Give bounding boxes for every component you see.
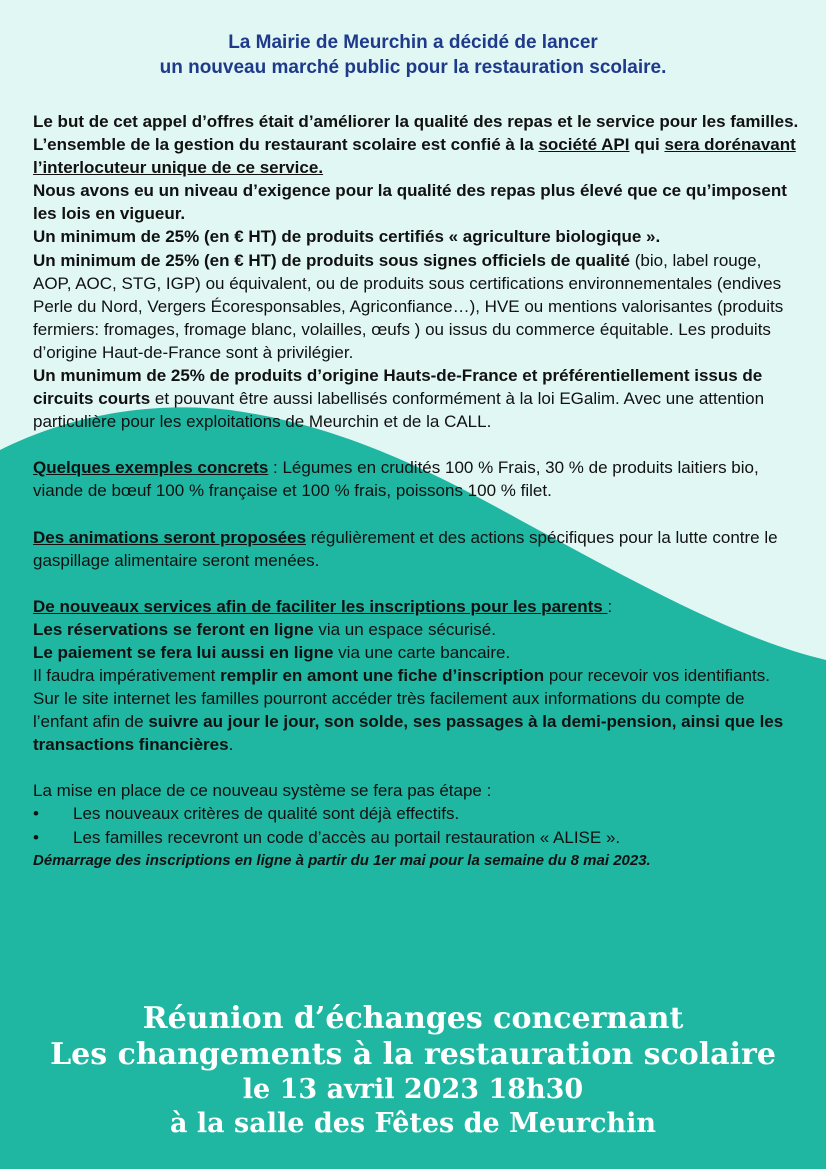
paragraph-local [33,364,803,433]
reservations-bold: Les réservations se feront en ligne [33,619,314,639]
form-text-2: pour recevoir vos identifiants. [544,665,770,685]
animations-text: régulièrement et des actions spécifiques pour la lutte contre le gaspillage alimentaire seront menées. [33,527,778,570]
bio-text: Un minimum de 25% (en € HT) de produits certifiés « agriculture biologique ». [33,227,661,247]
list-item [33,826,803,849]
payment-bold: Le paiement se fera lui aussi en ligne [33,642,334,662]
paragraph-animations [33,526,803,572]
form-text: Il faudra impérativement [33,665,221,685]
paragraph-examples [33,456,803,502]
meeting-line-1: Réunion d’échanges concernant [142,1001,684,1036]
paragraph-goal [33,110,803,133]
meeting-location: à la salle des Fêtes de Meurchin [170,1108,656,1139]
requirement-text: Nous avons eu un niveau d’exigence pour la qualité des repas plus élevé que ce qu’imposent les lois en vigueur. [33,181,787,224]
bullet-text: Les nouveaux critères de qualité sont déjà effectifs. [73,804,460,824]
management-text-2: qui [629,135,665,155]
payment-text: via une carte bancaire. [333,642,511,662]
website-text: Sur le site internet les familles pourront accéder très facilement aux informations du compte de l’enfant afin de [33,689,745,732]
bullet-icon: • [33,827,39,847]
paragraph-reservations [33,618,803,641]
bullet-text: Les familles recevront un code d’accès au portail restauration « ALISE ». [73,827,621,847]
paragraph-quality-signs [33,249,803,364]
paragraph-bio [33,225,803,248]
goal-text: Le but de cet appel d’offres était d’améliorer la qualité des repas et le service pour les familles. [33,112,799,131]
quality-signs-text: (bio, label rouge, AOP, AOC, STG, IGP) ou équivalent, ou de produits sous certifications environnementales (endives Perle du Nord, Vergers Écoresponsables, Agriconfiance…), HVE ou mentions valorisantes (produits fermiers: fromages, fromage blanc, volailles, œufs ) ou issus du commerce équitable. Les produits d’origine Haut-de-France sont à privilégier. [33,250,784,362]
paragraph-website [33,687,803,756]
animations-heading: Des animations seront proposées [33,527,307,547]
quality-signs-bold: Un minimum de 25% (en € HT) de produits sous signes officiels de qualité [33,250,630,270]
examples-text: : Légumes en crudités 100 % Frais, 30 % de produits laitiers bio, viande de bœuf 100 % française et 100 % frais, poissons 100 % filet. [33,458,759,501]
list-item [33,802,803,825]
paragraph-management [33,133,803,179]
meeting-line-2: Les changements à la restauration scolaire [50,1037,776,1072]
start-date-note: Démarrage des inscriptions en ligne à partir du 1er mai pour la semaine du 8 mai 2023. [33,851,651,869]
single-contact-text: sera dorénavant l’interlocuteur unique de ce service. [33,135,796,178]
management-text: L’ensemble de la gestion du restaurant scolaire est confié à la [33,135,539,155]
company-api-link: société API [538,135,630,155]
body-text [33,110,803,872]
website-text-2: . [228,735,234,755]
website-bold: suivre au jour le jour, son solde, ses passages à la demi-pension, ainsi que les transactions financières [33,712,784,755]
local-text: et pouvant être aussi labellisés conformément à la loi EGalim. Avec une attention particulière pour les exploitations de Meurchin et de la CALL. [33,389,765,432]
meeting-date: le 13 avril 2023 18h30 [242,1074,584,1105]
page-title [0,30,826,80]
paragraph-requirement [33,179,803,225]
paragraph-form [33,664,803,687]
title-line-2: un nouveau marché public pour la restauration scolaire. [159,57,667,78]
paragraph-payment [33,641,803,664]
reservations-text: via un espace sécurisé. [313,619,496,639]
title-line-1: La Mairie de Meurchin a décidé de lancer [228,32,598,53]
paragraph-steps: La mise en place de ce nouveau système se fera pas étape : [33,781,492,801]
bullet-icon: • [33,804,39,824]
paragraph-services [33,595,803,618]
local-bold: Un munimum de 25% de produits d’origine Hauts-de-France et préférentiellement issus de circuits courts [33,366,763,409]
meeting-announcement [0,1001,826,1141]
services-colon: : [607,596,613,616]
form-bold: remplir en amont une fiche d’inscription [220,665,545,685]
services-heading: De nouveaux services afin de faciliter les inscriptions pour les parents [33,596,608,616]
examples-heading: Quelques exemples concrets [33,458,269,478]
